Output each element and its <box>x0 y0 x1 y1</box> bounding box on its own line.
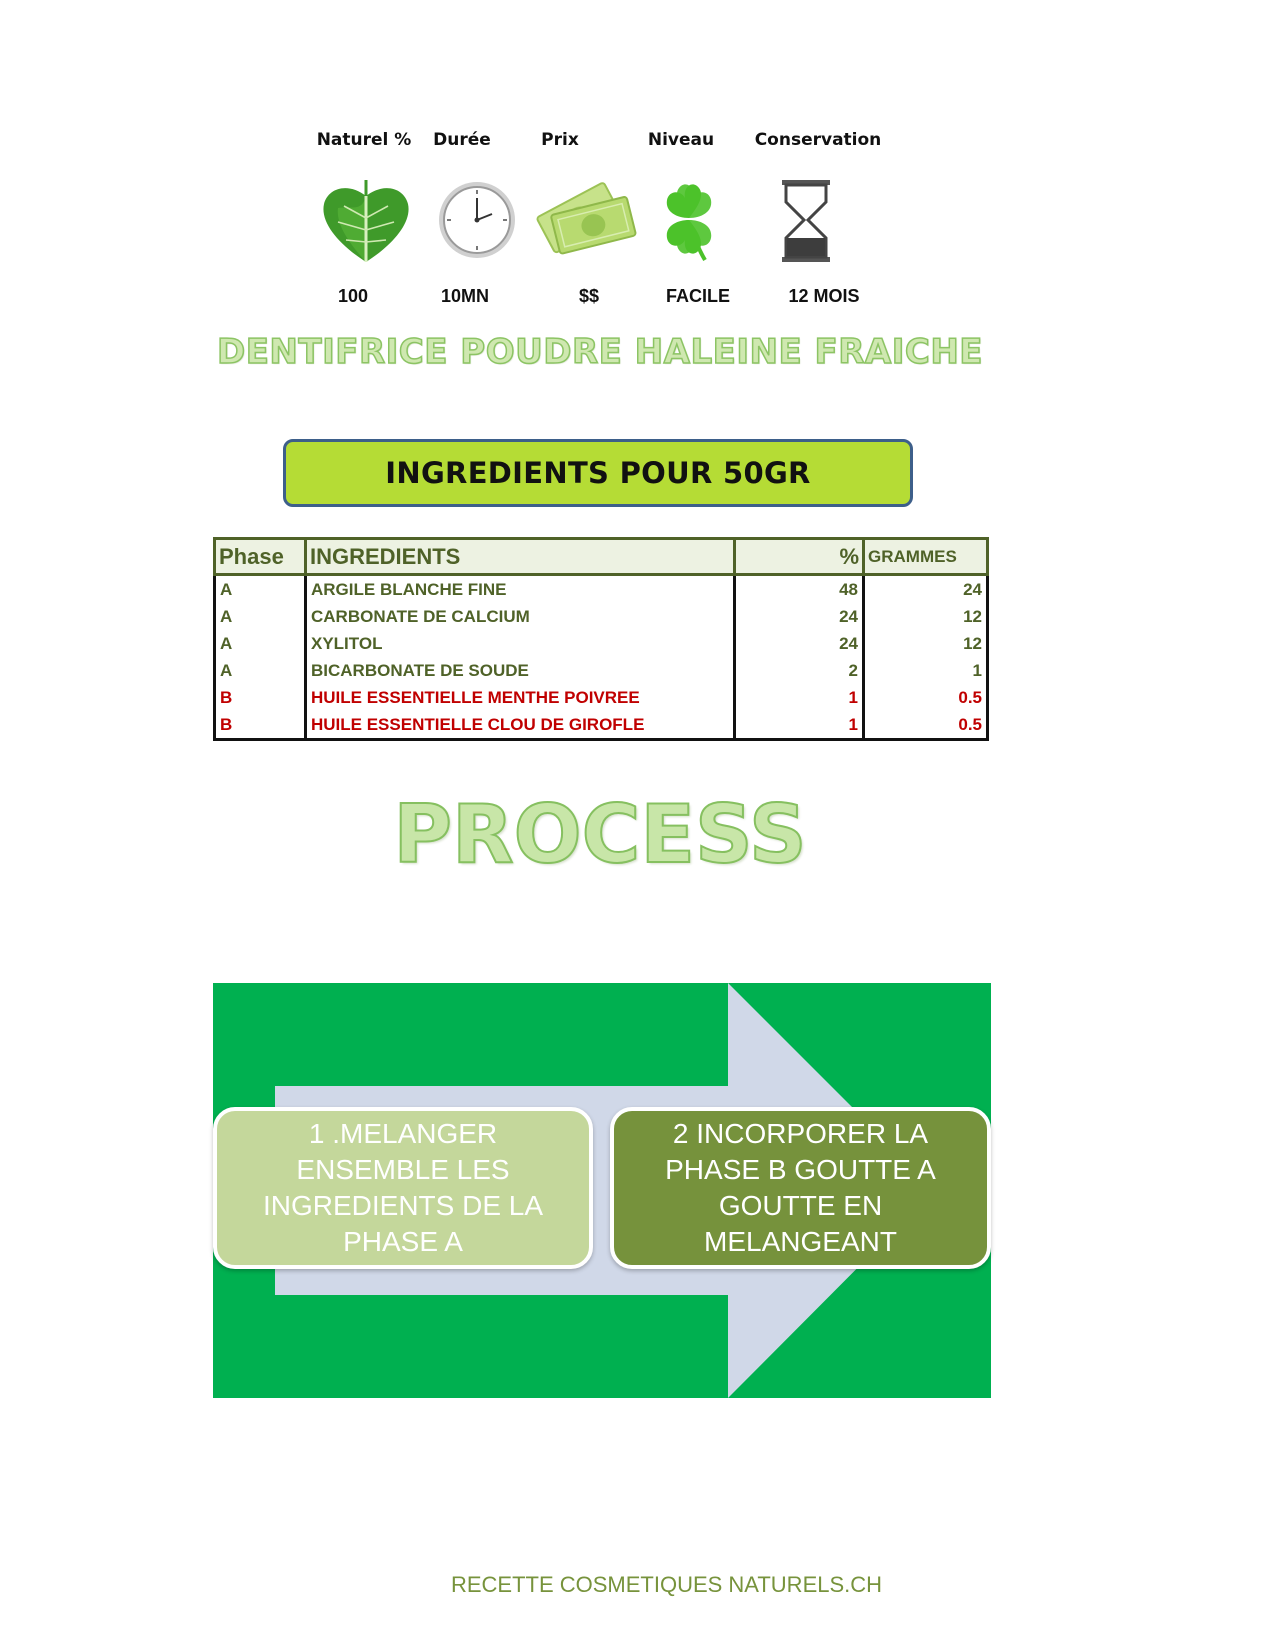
cell-phase: A <box>215 575 306 604</box>
cell-ingredient: HUILE ESSENTIELLE CLOU DE GIROFLE <box>306 711 735 740</box>
cell-ingredient: CARBONATE DE CALCIUM <box>306 603 735 630</box>
header-percent: % <box>735 539 864 575</box>
cell-grams: 24 <box>864 575 988 604</box>
clover-icon <box>647 178 731 267</box>
process-step-2: 2 INCORPORER LA PHASE B GOUTTE A GOUTTE EN MELANGEANT <box>610 1107 991 1269</box>
process-title: PROCESS <box>393 788 807 881</box>
table-row <box>215 575 988 604</box>
indicator-label-natural: Naturel % <box>316 130 412 150</box>
cell-phase: A <box>215 657 306 684</box>
indicator-value-natural: 100 <box>337 286 369 306</box>
cell-phase: B <box>215 711 306 740</box>
cell-ingredient: XYLITOL <box>306 630 735 657</box>
cell-percent: 24 <box>735 603 864 630</box>
cell-phase: A <box>215 603 306 630</box>
cell-percent: 2 <box>735 657 864 684</box>
ingredients-banner-text: INGREDIENTS POUR 50GR <box>385 456 811 490</box>
indicator-label-level: Niveau <box>647 130 715 150</box>
table-row <box>215 711 988 740</box>
indicator-value-level: FACILE <box>665 286 731 306</box>
indicator-label-price: Prix <box>541 130 579 150</box>
clock-icon <box>432 178 522 267</box>
leaf-icon <box>318 178 414 269</box>
cell-percent: 1 <box>735 711 864 740</box>
hourglass-icon <box>776 178 836 269</box>
cell-grams: 0.5 <box>864 684 988 711</box>
table-header-row <box>215 539 988 575</box>
cell-ingredient: BICARBONATE DE SOUDE <box>306 657 735 684</box>
header-ingredients: INGREDIENTS <box>306 539 735 575</box>
cell-grams: 12 <box>864 630 988 657</box>
cell-ingredient: HUILE ESSENTIELLE MENTHE POIVREE <box>306 684 735 711</box>
cell-phase: A <box>215 630 306 657</box>
header-phase: Phase <box>215 539 306 575</box>
recipe-title: DENTIFRICE POUDRE HALEINE FRAICHE <box>216 332 984 372</box>
indicator-value-duration: 10MN <box>440 286 490 306</box>
cell-phase: B <box>215 684 306 711</box>
table-row <box>215 630 988 657</box>
indicator-label-conservation: Conservation <box>754 130 882 150</box>
table-row <box>215 657 988 684</box>
indicator-label-duration: Durée <box>433 130 491 150</box>
indicator-value-conservation: 12 MOIS <box>788 286 860 306</box>
cell-ingredient: ARGILE BLANCHE FINE <box>306 575 735 604</box>
cell-percent: 24 <box>735 630 864 657</box>
money-icon <box>528 178 638 263</box>
ingredients-table <box>213 537 989 741</box>
indicator-value-price: $$ <box>578 286 600 306</box>
cell-percent: 1 <box>735 684 864 711</box>
cell-grams: 12 <box>864 603 988 630</box>
cell-percent: 48 <box>735 575 864 604</box>
header-grams: GRAMMES <box>864 539 988 575</box>
table-row <box>215 603 988 630</box>
table-row <box>215 684 988 711</box>
cell-grams: 1 <box>864 657 988 684</box>
footer-text: RECETTE COSMETIQUES NATURELS.CH <box>450 1572 883 1597</box>
cell-grams: 0.5 <box>864 711 988 740</box>
ingredients-banner <box>283 439 913 507</box>
process-step-1: 1 .MELANGER ENSEMBLE LES INGREDIENTS DE LA PHASE A <box>213 1107 593 1269</box>
